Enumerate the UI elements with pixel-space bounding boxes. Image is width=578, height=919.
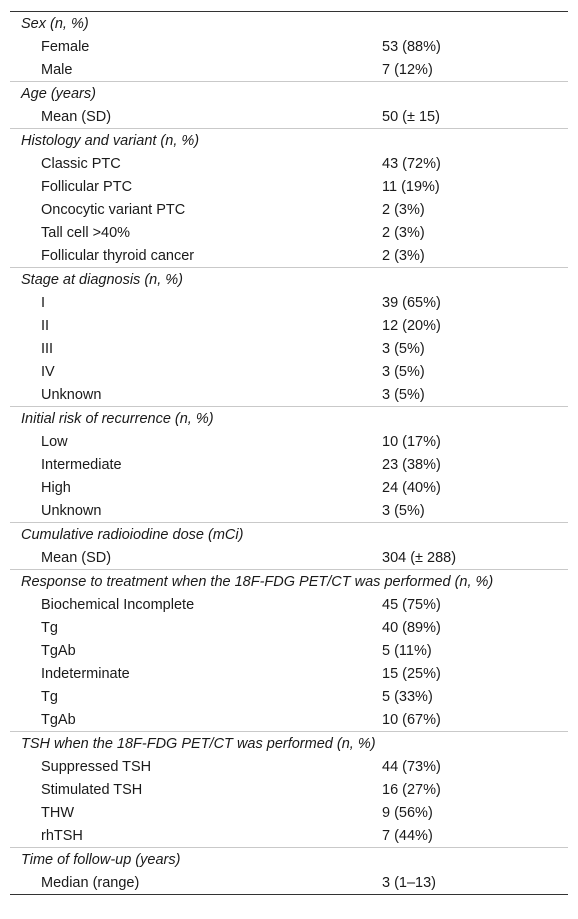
row-label: Classic PTC	[41, 155, 121, 172]
row-value: 2 (3%)	[382, 201, 425, 218]
table-row	[10, 639, 568, 662]
row-label: III	[41, 340, 54, 357]
row-value: 12 (20%)	[382, 317, 441, 334]
table-row	[10, 360, 568, 383]
row-value: 3 (5%)	[382, 340, 425, 357]
row-value: 3 (1–13)	[382, 874, 437, 891]
section-header-row	[10, 732, 568, 756]
table-row	[10, 105, 568, 129]
row-value: 10 (17%)	[382, 433, 441, 450]
row-label: Unknown	[41, 386, 102, 403]
row-value: 2 (3%)	[382, 247, 425, 264]
row-value: 3 (5%)	[382, 386, 425, 403]
row-label: Mean (SD)	[41, 108, 112, 125]
table-row	[10, 871, 568, 894]
table-row	[10, 337, 568, 360]
table-row	[10, 244, 568, 268]
row-label: Median (range)	[41, 874, 140, 891]
table-row	[10, 824, 568, 848]
row-label: Indeterminate	[41, 665, 130, 682]
row-label: Female	[41, 38, 90, 55]
row-value: 15 (25%)	[382, 665, 441, 682]
row-label: II	[41, 317, 50, 334]
table-row	[10, 593, 568, 616]
section-header: Response to treatment when the 18F-FDG PET/CT was performed (n, %)	[10, 570, 568, 594]
table-row	[10, 616, 568, 639]
row-value: 10 (67%)	[382, 711, 441, 728]
section-header-row	[10, 12, 568, 35]
row-label: THW	[41, 804, 75, 821]
row-value: 304 (± 288)	[382, 549, 457, 566]
section-header: Sex (n, %)	[21, 15, 89, 32]
row-value: 40 (89%)	[382, 619, 441, 636]
table-row	[10, 801, 568, 824]
table-row	[10, 221, 568, 244]
table-row	[10, 499, 568, 523]
section-header-row	[10, 407, 568, 431]
row-label: Intermediate	[41, 456, 122, 473]
row-label: Follicular thyroid cancer	[41, 247, 195, 264]
section-header: TSH when the 18F-FDG PET/CT was performed (n, %)	[10, 732, 568, 756]
table-row	[10, 708, 568, 732]
row-label: Low	[41, 433, 68, 450]
row-value: 2 (3%)	[382, 224, 425, 241]
row-value: 24 (40%)	[382, 479, 441, 496]
row-label: Oncocytic variant PTC	[41, 201, 186, 218]
row-value: 23 (38%)	[382, 456, 441, 473]
row-value: 9 (56%)	[382, 804, 433, 821]
table-row	[10, 58, 568, 82]
section-header: Stage at diagnosis (n, %)	[10, 268, 568, 292]
row-label: Tg	[41, 688, 58, 705]
section-header: Time of follow-up (years)	[10, 848, 568, 872]
section-header-row	[10, 848, 568, 872]
section-header-row	[10, 268, 568, 292]
row-label: TgAb	[41, 711, 76, 728]
row-label: Unknown	[41, 502, 102, 519]
row-label: IV	[41, 363, 55, 380]
row-value: 7 (44%)	[382, 827, 433, 844]
row-value: 11 (19%)	[382, 178, 440, 195]
row-value: 44 (73%)	[382, 758, 441, 775]
characteristics-table-container	[10, 11, 568, 895]
row-value: 45 (75%)	[382, 596, 441, 613]
row-value: 53 (88%)	[382, 38, 441, 55]
row-label: Suppressed TSH	[41, 758, 152, 775]
row-value: 16 (27%)	[382, 781, 441, 798]
section-header-row	[10, 82, 568, 106]
row-value: 43 (72%)	[382, 155, 441, 172]
section-header-row	[10, 129, 568, 153]
row-value: 7 (12%)	[382, 61, 433, 78]
row-value: 5 (11%)	[382, 642, 432, 659]
row-label: Stimulated TSH	[41, 781, 143, 798]
section-header: Age (years)	[10, 82, 568, 106]
section-header: Histology and variant (n, %)	[10, 129, 568, 153]
table-row	[10, 35, 568, 58]
table-row	[10, 291, 568, 314]
row-value: 50 (± 15)	[382, 108, 440, 125]
row-label: Biochemical Incomplete	[41, 596, 195, 613]
table-row	[10, 314, 568, 337]
row-label: TgAb	[41, 642, 76, 659]
table-row	[10, 685, 568, 708]
row-label: Tall cell >40%	[41, 224, 131, 241]
characteristics-table	[10, 12, 568, 894]
row-value: 3 (5%)	[382, 363, 425, 380]
section-header-row	[10, 570, 568, 594]
row-label: Mean (SD)	[41, 549, 112, 566]
table-row	[10, 383, 568, 407]
table-row	[10, 546, 568, 570]
row-label: Tg	[41, 619, 58, 636]
table-row	[10, 175, 568, 198]
table-row	[10, 152, 568, 175]
table-row	[10, 662, 568, 685]
row-label: High	[41, 479, 71, 496]
section-header: Initial risk of recurrence (n, %)	[10, 407, 568, 431]
table-row	[10, 198, 568, 221]
row-label: I	[41, 294, 46, 311]
row-value: 3 (5%)	[382, 502, 425, 519]
row-value: 39 (65%)	[382, 294, 441, 311]
table-row	[10, 755, 568, 778]
table-row	[10, 476, 568, 499]
row-label: rhTSH	[41, 827, 83, 844]
table-row	[10, 453, 568, 476]
row-label: Follicular PTC	[41, 178, 133, 195]
section-header-row	[10, 523, 568, 547]
row-value: 5 (33%)	[382, 688, 433, 705]
section-header: Cumulative radioiodine dose (mCi)	[10, 523, 568, 547]
table-row	[10, 430, 568, 453]
row-label: Male	[41, 61, 73, 78]
table-body	[10, 12, 568, 894]
table-row	[10, 778, 568, 801]
